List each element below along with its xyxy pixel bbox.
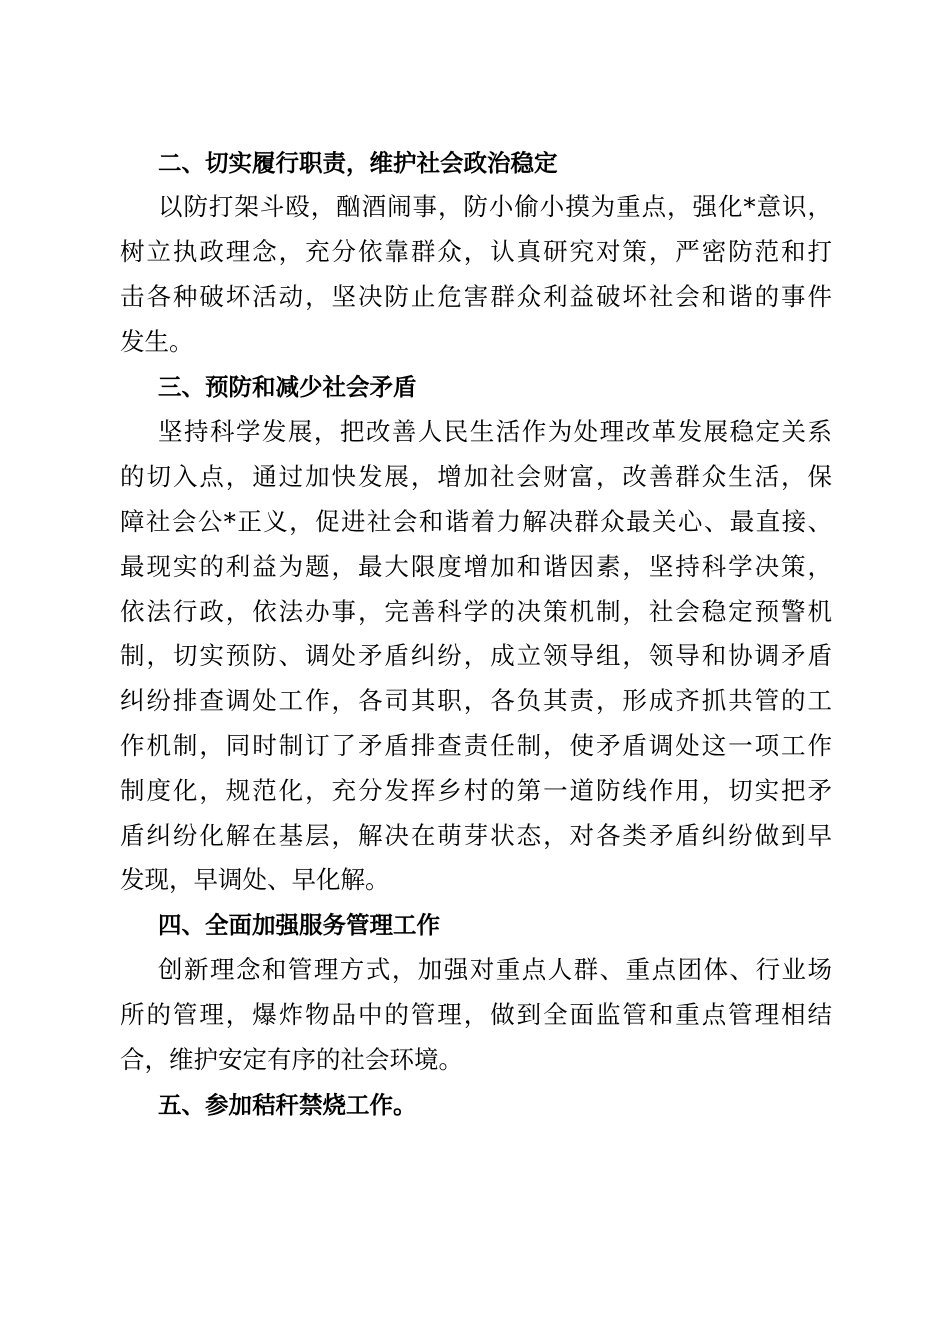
section-heading: 二、切实履行职责，维护社会政治稳定 bbox=[158, 149, 558, 177]
paragraph-line: 依法行政，依法办事，完善科学的决策机制，社会稳定预警机 bbox=[120, 597, 832, 626]
paragraph-line: 发现，早调处、早化解。 bbox=[120, 865, 390, 894]
paragraph-line: 以防打架斗殴，酗酒闹事，防小偷小摸为重点，强化*意识， bbox=[158, 192, 832, 221]
paragraph-line: 创新理念和管理方式，加强对重点人群、重点团体、行业场 bbox=[158, 955, 832, 984]
section-heading: 五、参加秸秆禁烧工作。 bbox=[158, 1091, 417, 1119]
paragraph-line: 的切入点，通过加快发展，增加社会财富，改善群众生活，保 bbox=[120, 462, 832, 491]
paragraph-line: 制度化，规范化，充分发挥乡村的第一道防线作用，切实把矛 bbox=[120, 776, 832, 805]
paragraph-line: 纠纷排查调处工作，各司其职，各负其责，形成齐抓共管的工 bbox=[120, 686, 832, 715]
section-heading: 三、预防和减少社会矛盾 bbox=[158, 373, 417, 401]
paragraph-line: 坚持科学发展，把改善人民生活作为处理改革发展稳定关系 bbox=[158, 417, 832, 446]
paragraph-line: 最现实的利益为题，最大限度增加和谐因素，坚持科学决策， bbox=[120, 552, 832, 581]
document-page bbox=[120, 0, 832, 1344]
paragraph-line: 障社会公*正义，促进社会和谐着力解决群众最关心、最直接、 bbox=[120, 507, 832, 536]
section-heading: 四、全面加强服务管理工作 bbox=[158, 911, 440, 939]
paragraph-line: 作机制，同时制订了矛盾排查责任制，使矛盾调处这一项工作 bbox=[120, 731, 832, 760]
paragraph-line: 所的管理，爆炸物品中的管理，做到全面监管和重点管理相结 bbox=[120, 1000, 832, 1029]
paragraph-line: 盾纠纷化解在基层，解决在萌芽状态，对各类矛盾纠纷做到早 bbox=[120, 821, 832, 850]
paragraph-line: 树立执政理念，充分依靠群众，认真研究对策，严密防范和打 bbox=[120, 237, 832, 266]
paragraph-line: 合，维护安定有序的社会环境。 bbox=[120, 1045, 463, 1074]
paragraph-line: 发生。 bbox=[120, 327, 194, 356]
paragraph-line: 击各种破坏活动，坚决防止危害群众利益破坏社会和谐的事件 bbox=[120, 282, 832, 311]
paragraph-line: 制，切实预防、调处矛盾纠纷，成立领导组，领导和协调矛盾 bbox=[120, 641, 832, 670]
